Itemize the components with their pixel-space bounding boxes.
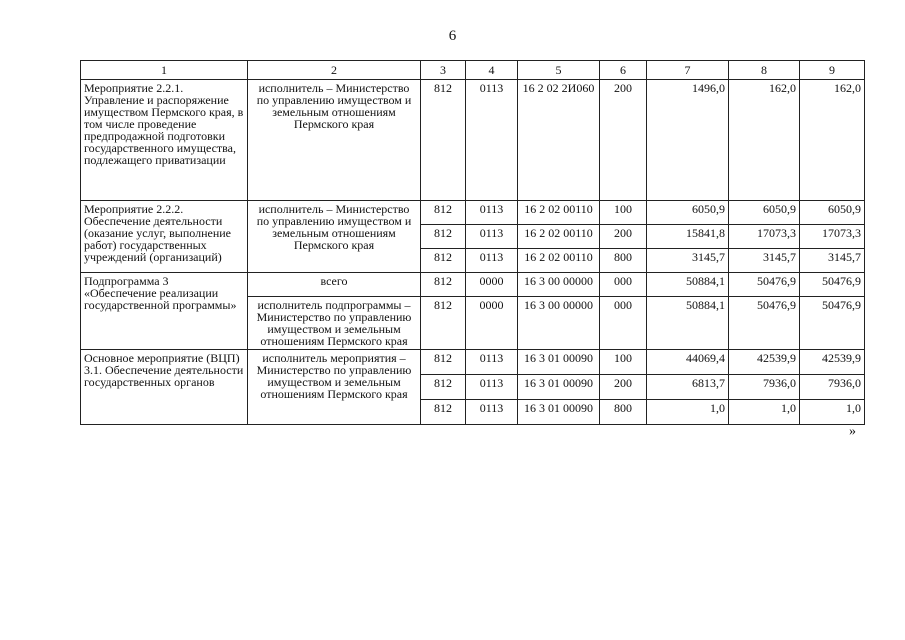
cell-col5: 16 2 02 2И060 [518, 80, 600, 201]
cell-col7: 50884,1 [647, 297, 729, 350]
cell-col4: 0113 [466, 375, 518, 400]
header-cell-6: 6 [600, 61, 647, 80]
activity-label: Подпрограмма 3 «Обеспечение реализации государственной программы» [81, 273, 248, 350]
cell-col5: 16 3 01 00090 [518, 375, 600, 400]
cell-col4: 0000 [466, 297, 518, 350]
cell-col8: 17073,3 [729, 225, 800, 249]
header-cell-2: 2 [248, 61, 421, 80]
cell-col9: 17073,3 [800, 225, 865, 249]
executor-cell: исполнитель – Министерство по управлению имуществом и земельным отношениям Пермского края [248, 201, 421, 273]
cell-col8: 1,0 [729, 400, 800, 425]
cell-col4: 0113 [466, 249, 518, 273]
cell-col3: 812 [421, 249, 466, 273]
cell-col9: 42539,9 [800, 350, 865, 375]
header-cell-9: 9 [800, 61, 865, 80]
cell-col3: 812 [421, 80, 466, 201]
cell-col7: 15841,8 [647, 225, 729, 249]
table-row [81, 350, 865, 375]
cell-col3: 812 [421, 201, 466, 225]
cell-col3: 812 [421, 273, 466, 297]
cell-col4: 0113 [466, 400, 518, 425]
executor-cell: всего [248, 273, 421, 297]
page-number: 6 [448, 28, 457, 44]
cell-col6: 100 [600, 201, 647, 225]
cell-col9: 7936,0 [800, 375, 865, 400]
cell-col5: 16 2 02 00110 [518, 201, 600, 225]
table-row [81, 201, 865, 225]
cell-col5: 16 2 02 00110 [518, 225, 600, 249]
executor-cell: исполнитель подпрограммы – Министерство по управлению имуществом и земельным отношениям Пермского края [248, 297, 421, 350]
cell-col8: 162,0 [729, 80, 800, 201]
cell-col8: 6050,9 [729, 201, 800, 225]
cell-col9: 162,0 [800, 80, 865, 201]
cell-col6: 800 [600, 400, 647, 425]
cell-col7: 3145,7 [647, 249, 729, 273]
cell-col8: 50476,9 [729, 297, 800, 350]
cell-col9: 50476,9 [800, 273, 865, 297]
cell-col6: 000 [600, 297, 647, 350]
cell-col3: 812 [421, 375, 466, 400]
executor-cell: исполнитель – Министерство по управлению имуществом и земельным отношениям Пермского края [248, 80, 421, 201]
table-row [81, 273, 865, 297]
table-row [81, 80, 865, 201]
cell-col6: 000 [600, 273, 647, 297]
cell-col8: 3145,7 [729, 249, 800, 273]
cell-col5: 16 3 01 00090 [518, 350, 600, 375]
executor-cell: исполнитель мероприятия – Министерство по управлению имуществом и земельным отношениям Пермского края [248, 350, 421, 425]
cell-col5: 16 2 02 00110 [518, 249, 600, 273]
cell-col7: 6050,9 [647, 201, 729, 225]
cell-col4: 0000 [466, 273, 518, 297]
cell-col3: 812 [421, 225, 466, 249]
cell-col5: 16 3 00 00000 [518, 297, 600, 350]
cell-col7: 50884,1 [647, 273, 729, 297]
cell-col8: 50476,9 [729, 273, 800, 297]
cell-col7: 6813,7 [647, 375, 729, 400]
cell-col9: 3145,7 [800, 249, 865, 273]
cell-col7: 1496,0 [647, 80, 729, 201]
cell-col6: 100 [600, 350, 647, 375]
cell-col3: 812 [421, 350, 466, 375]
cell-col9: 1,0 [800, 400, 865, 425]
cell-col4: 0113 [466, 80, 518, 201]
header-cell-1: 1 [81, 61, 248, 80]
header-cell-4: 4 [466, 61, 518, 80]
cell-col9: 50476,9 [800, 297, 865, 350]
cell-col4: 0113 [466, 350, 518, 375]
activity-label: Мероприятие 2.2.2. Обеспечение деятельности (оказание услуг, выполнение работ) государственных учреждений (организаций) [81, 201, 248, 273]
activity-label: Мероприятие 2.2.1. Управление и распоряжение имуществом Пермского края, в том числе проведение предпродажной подготовки государственного имущества, подлежащего приватизации [81, 80, 248, 201]
cell-col6: 200 [600, 80, 647, 201]
header-cell-5: 5 [518, 61, 600, 80]
header-cell-8: 8 [729, 61, 800, 80]
table-header-row [81, 61, 865, 80]
cell-col5: 16 3 00 00000 [518, 273, 600, 297]
header-cell-3: 3 [421, 61, 466, 80]
cell-col8: 42539,9 [729, 350, 800, 375]
header-cell-7: 7 [647, 61, 729, 80]
cell-col6: 800 [600, 249, 647, 273]
cell-col4: 0113 [466, 225, 518, 249]
cell-col9: 6050,9 [800, 201, 865, 225]
cell-col3: 812 [421, 297, 466, 350]
activity-label: Основное мероприятие (ВЦП) 3.1. Обеспечение деятельности государственных органов [81, 350, 248, 425]
cell-col7: 44069,4 [647, 350, 729, 375]
cell-col4: 0113 [466, 201, 518, 225]
cell-col8: 7936,0 [729, 375, 800, 400]
cell-col5: 16 3 01 00090 [518, 400, 600, 425]
cell-col6: 200 [600, 225, 647, 249]
budget-table [80, 60, 865, 425]
cell-col6: 200 [600, 375, 647, 400]
cell-col3: 812 [421, 400, 466, 425]
closing-quote: » [849, 424, 856, 439]
cell-col7: 1,0 [647, 400, 729, 425]
